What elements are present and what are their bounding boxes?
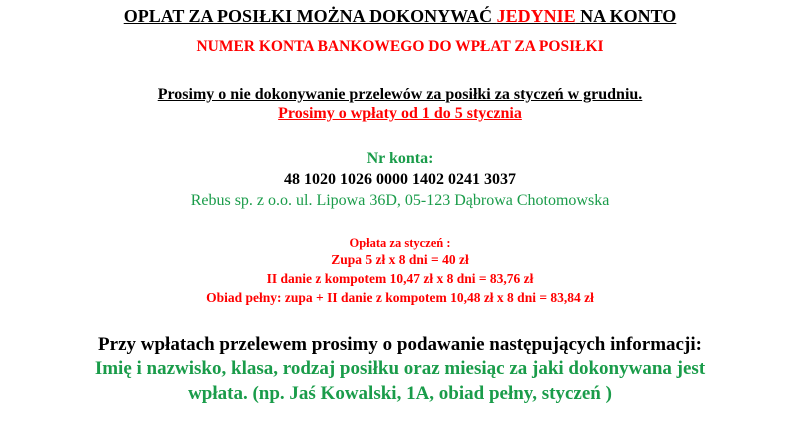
instructions-details-line2: wpłata. (np. Jaś Kowalski, 1A, obiad pełny, styczeń ) (188, 383, 612, 404)
account-subheading: NUMER KONTA BANKOWEGO DO WPŁAT ZA POSIŁKI (196, 38, 604, 55)
company-name: Rebus sp. z o.o. (190, 192, 293, 209)
december-notice: Prosimy o nie dokonywanie przelewów za posiłki za styczeń w grudniu. (157, 86, 643, 103)
heading-prefix: OPLAT ZA POSIŁKI MOŻNA DOKONYWAĆ (123, 6, 497, 26)
main-heading (0, 6, 800, 27)
instructions-heading: Przy wpłatach przelewem prosimy o podawanie następujących informacji: (98, 334, 702, 355)
fee-full-meal: Obiad pełny: zupa + II danie z kompotem 10,48 zł x 8 dni = 83,84 zł (206, 290, 594, 305)
instructions-details-line1: Imię i nazwisko, klasa, rodzaj posiłku oraz miesiąc za jaki dokonywana jest (94, 358, 706, 379)
company-address: ul. Lipowa 36D, 05-123 Dąbrowa Chotomowska (292, 192, 610, 209)
account-label: Nr konta: (366, 150, 434, 167)
payment-window-notice: Prosimy o wpłaty od 1 do 5 stycznia (278, 105, 522, 122)
heading-suffix: NA KONTO (575, 6, 677, 26)
fee-soup: Zupa 5 zł x 8 dni = 40 zł (331, 252, 469, 267)
account-holder (0, 192, 800, 210)
fee-second-course: II danie z kompotem 10,47 zł x 8 dni = 83,76 zł (266, 271, 534, 286)
heading-emphasis: JEDYNIE (496, 6, 576, 26)
fees-title: Opłata za styczeń : (349, 236, 451, 250)
account-number: 48 1020 1026 0000 1402 0241 3037 (284, 171, 516, 188)
